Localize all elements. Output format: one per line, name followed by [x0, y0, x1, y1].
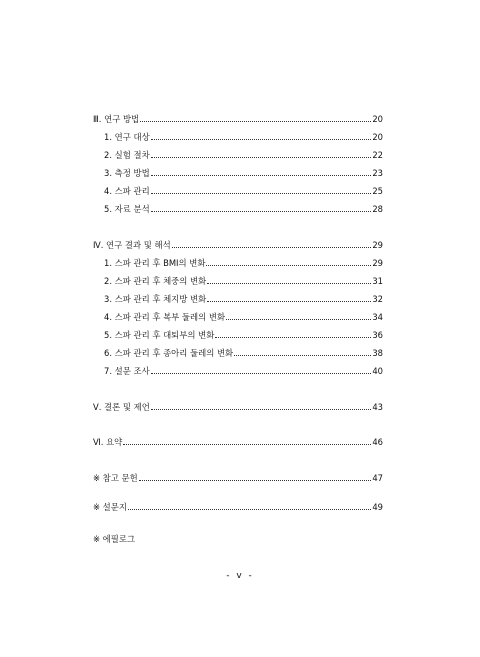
toc-title: 1. 스파 관리 후 BMI의 변화 [104, 258, 206, 268]
leader-dots [128, 509, 371, 510]
toc-title: ※ 설문지 [93, 502, 127, 512]
toc-title: ※ 참고 문헌 [93, 473, 138, 483]
toc-page: 23 [372, 168, 383, 178]
toc-page: 20 [372, 132, 383, 142]
leader-dots [215, 337, 371, 338]
leader-dots [234, 355, 371, 356]
toc-title: 7. 설문 조사 [104, 366, 150, 376]
leader-dots [172, 247, 372, 248]
toc-title: Ⅲ. 연구 방법 [93, 114, 140, 124]
toc-row-4-2 [104, 272, 383, 286]
toc-page: 49 [372, 502, 383, 512]
leader-dots [207, 283, 371, 284]
toc-page: 46 [372, 437, 383, 447]
toc-page: 28 [372, 204, 383, 214]
toc-page: 20 [372, 114, 383, 124]
toc-title: Ⅴ. 결론 및 제언 [93, 402, 150, 412]
toc-row-references [93, 469, 383, 483]
leader-dots [151, 211, 372, 212]
toc-page: 32 [372, 294, 383, 304]
toc-page: 22 [372, 150, 383, 160]
toc-row-section-6 [93, 433, 383, 447]
toc-title: Ⅳ. 연구 결과 및 해석 [93, 240, 171, 250]
toc-title: 2. 스파 관리 후 체중의 변화 [104, 276, 207, 286]
leader-dots [140, 121, 371, 122]
toc-title: 1. 연구 대상 [104, 132, 150, 142]
toc-title: 5. 스파 관리 후 대퇴부의 변화 [104, 330, 215, 340]
leader-dots [139, 480, 372, 481]
toc-page: 36 [372, 330, 383, 340]
leader-dots [226, 319, 371, 320]
toc-row-3-5 [104, 200, 383, 214]
toc-row-3-2 [104, 146, 383, 160]
leader-dots [151, 175, 372, 176]
toc-row-section-3 [93, 110, 383, 124]
toc-row-section-5 [93, 398, 383, 412]
toc-row-section-4 [93, 236, 383, 250]
toc-title: 3. 측정 방법 [104, 168, 150, 178]
toc-row-3-1 [104, 128, 383, 142]
toc-title: 5. 자료 분석 [104, 204, 150, 214]
toc-page: 29 [372, 258, 383, 268]
toc-title: 4. 스파 관리 [104, 186, 150, 196]
toc-title: ※ 에필로그 [93, 534, 136, 544]
leader-dots [151, 373, 372, 374]
leader-dots [207, 301, 371, 302]
toc-title: 6. 스파 관리 후 종아리 둘레의 변화 [104, 348, 234, 358]
toc-row-3-4 [104, 182, 383, 196]
toc-title: 2. 실험 절차 [104, 150, 150, 160]
toc-title: Ⅵ. 요약 [93, 437, 123, 447]
leader-dots [151, 157, 372, 158]
toc-page: 25 [372, 186, 383, 196]
toc-row-survey [93, 498, 383, 512]
toc-page: 47 [372, 473, 383, 483]
leader-dots [151, 139, 372, 140]
toc-row-4-3 [104, 290, 383, 304]
toc-row-4-1 [104, 254, 383, 268]
leader-dots [151, 409, 371, 410]
toc-page: 31 [372, 276, 383, 286]
leader-dots [151, 193, 372, 194]
toc-title: 4. 스파 관리 후 복부 둘레의 변화 [104, 312, 226, 322]
toc-row-3-3 [104, 164, 383, 178]
toc-row-4-5 [104, 326, 383, 340]
toc-page: 34 [372, 312, 383, 322]
page-number: - v - [226, 571, 254, 581]
toc-page: 38 [372, 348, 383, 358]
leader-dots [206, 265, 371, 266]
toc-row-epilogue [93, 530, 383, 544]
toc-row-4-6 [104, 344, 383, 358]
toc-row-4-7 [104, 362, 383, 376]
toc-page: 40 [372, 366, 383, 376]
toc-row-4-4 [104, 308, 383, 322]
toc-page: 29 [372, 240, 383, 250]
toc-title: 3. 스파 관리 후 체지방 변화 [104, 294, 207, 304]
toc-page: 43 [372, 402, 383, 412]
leader-dots [123, 444, 371, 445]
